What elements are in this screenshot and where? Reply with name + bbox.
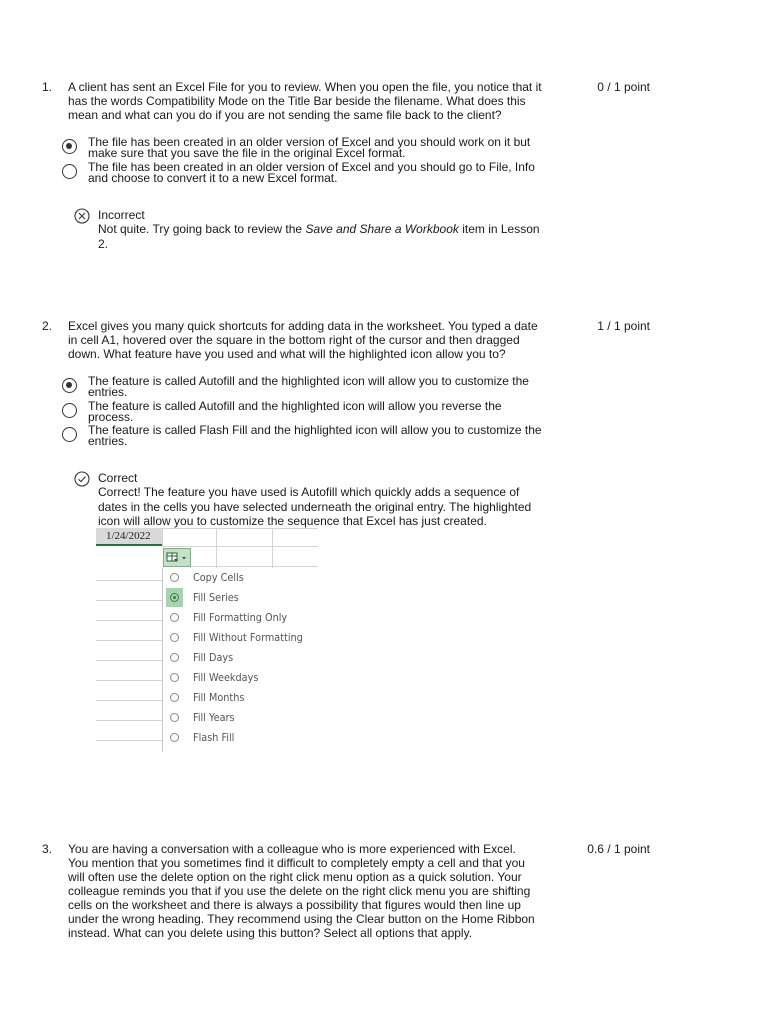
question-text: A client has sent an Excel File for you to review. When you open the file, you notice that it has the words Compatibility Mode on the Title Bar beside the filename. What does this mean and what can you do if you are not sending the same file back to the client? [68,80,542,122]
grid-line [96,700,162,701]
question-score: 0 / 1 point [597,80,650,94]
radio-button[interactable] [62,403,77,418]
grid-line [96,640,162,641]
selected-highlight [166,588,183,607]
grid-line [96,680,162,681]
autofill-menu-item-selected [163,588,319,608]
grid-line [96,620,162,621]
autofill-options-icon [164,549,190,566]
feedback-text-part: Not quite. Try going back to review the [98,222,306,236]
autofill-menu-label: Fill Days [193,651,234,664]
feedback-text [98,222,544,251]
autofill-menu-item [163,628,319,648]
radio-button[interactable] [62,164,77,179]
grid-line [162,546,318,547]
autofill-menu-item [163,648,319,668]
autofill-menu-label: Fill Formatting Only [193,611,288,624]
option-radio [170,573,179,582]
autofill-menu-label: Fill Months [193,691,245,704]
radio-button-selected[interactable] [62,139,77,154]
feedback-text: Correct! The feature you have used is Autofill which quickly adds a sequence of dates in the cells you have selected underneath the original entry. The highlighted icon will allow you to customize the sequence that Excel has just created. [98,485,532,528]
option-radio [170,713,179,722]
option-text: The file has been created in an older version of Excel and you should go to File, Info and choose to convert it to a new Excel format. [88,160,535,185]
cell-a1: 1/24/2022 [96,528,162,546]
option-text: The feature is called Autofill and the highlighted icon will allow you to customize the entries. [88,374,529,399]
grid-line [96,740,162,741]
question-score: 0.6 / 1 point [587,842,650,856]
excel-autofill-image [96,528,318,752]
grid-line [96,720,162,721]
autofill-menu-item [163,708,319,728]
autofill-menu-label: Fill Weekdays [193,671,259,684]
question-text: Excel gives you many quick shortcuts for adding data in the worksheet. You typed a date in cell A1, hovered over the square in the bottom right of the cursor and then dragged down. What feature have you used and what will the highlighted icon allow you to? [68,319,538,361]
autofill-menu-label: Copy Cells [193,571,244,584]
question-text: You are having a conversation with a colleague who is more experienced with Excel. You mention that you sometimes find it difficult to completely empty a cell and that you will often use the delete option on the right click menu option as a quick solution. Your colleague reminds you that if you use the delete on the right click menu you are shifting cells on the worksheet and there is always a possibility that figures would then line up under the wrong heading. They recommend using the Clear button on the Home Ribbon instead. What can you delete using this button? Select all options that apply. [68,842,535,940]
question-number: 3. [42,842,53,856]
autofill-options-button [163,548,191,567]
radio-button[interactable] [62,427,77,442]
feedback-status: Correct [98,471,138,485]
incorrect-x-circle-icon [74,208,90,224]
grid-line [162,528,163,546]
option-radio [170,653,179,662]
option-radio [170,673,179,682]
autofill-options-menu [162,568,319,752]
radio-button-selected[interactable] [62,378,77,393]
option-radio [170,633,179,642]
grid-line [272,528,273,568]
feedback-text-part: item in Lesson 2. [98,222,540,251]
option-text: The feature is called Flash Fill and the highlighted icon will allow you to customize the entries. [88,423,542,448]
option-radio [170,733,179,742]
autofill-menu-label: Fill Years [193,711,235,724]
autofill-menu-label: Flash Fill [193,731,235,744]
autofill-menu-item [163,568,319,588]
autofill-menu-item [163,728,319,748]
feedback-lesson-item: Save and Share a Workbook [305,222,459,236]
autofill-menu-label: Fill Without Formatting [193,631,303,644]
option-radio [170,693,179,702]
feedback-status: Incorrect [98,208,145,222]
grid-line [216,528,217,568]
question-number: 1. [42,80,53,94]
correct-check-circle-icon [74,471,90,487]
option-text: The file has been created in an older version of Excel and you should work on it but make sure that you save the file in the original Excel format. [88,135,531,160]
autofill-menu-label: Fill Series [193,591,239,604]
option-text: The feature is called Autofill and the highlighted icon will allow you reverse the process. [88,399,502,424]
autofill-menu-item [163,608,319,628]
grid-line [96,580,162,581]
grid-line [192,566,318,567]
option-radio [170,613,179,622]
grid-line [162,528,318,529]
autofill-menu-item [163,688,319,708]
question-score: 1 / 1 point [597,319,650,333]
question-number: 2. [42,319,53,333]
autofill-menu-item [163,668,319,688]
option-radio-selected [170,593,179,602]
grid-line [96,660,162,661]
grid-line [96,600,162,601]
